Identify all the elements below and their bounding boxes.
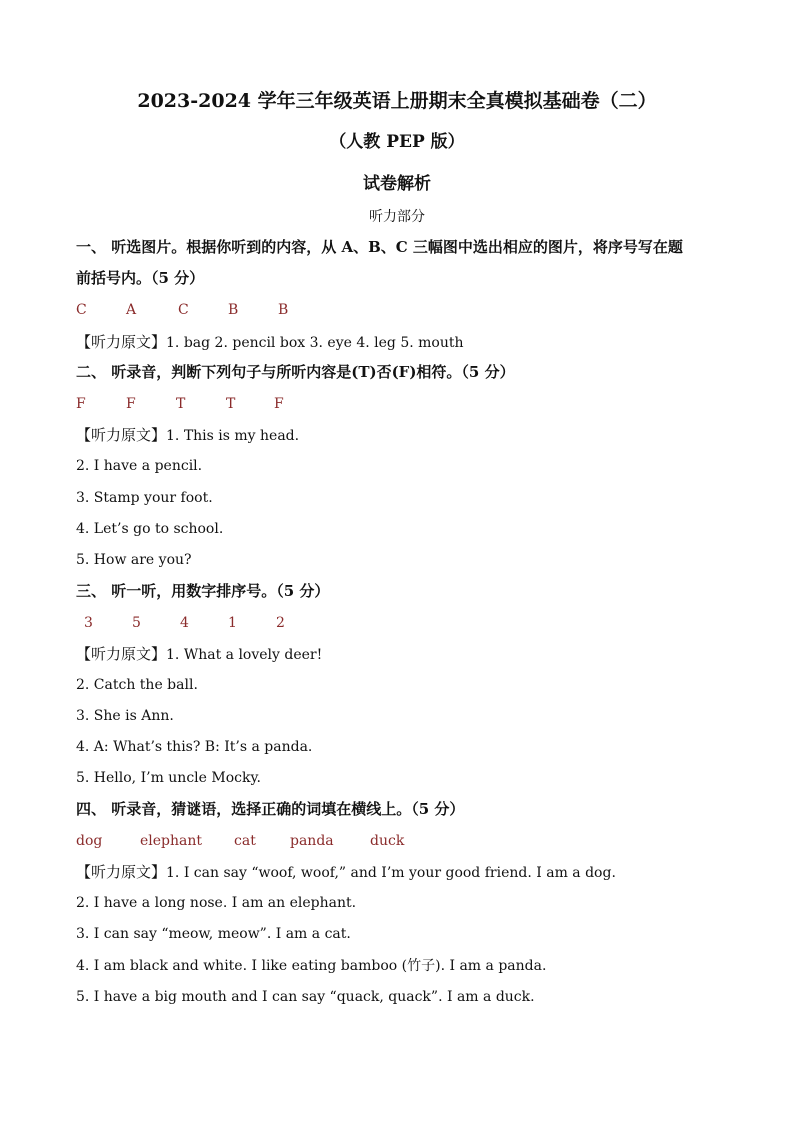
section-4-heading: 四、 听录音，猜谜语，选择正确的词填在横线上。（5 分） [76,800,465,818]
answer: F [274,396,284,412]
transcript-line: 3. I can say “meow, meow”. I am a cat. [76,926,351,942]
answer: 2 [276,615,285,631]
doc-type-label: 试卷解析 [363,174,431,194]
transcript-line: 3. She is Ann. [76,708,174,724]
transcript-line: 5. How are you? [76,552,192,568]
section-3-transcript [76,644,726,665]
transcript-line: 4. I am black and white. I like eating bamboo (竹子). I am a panda. [76,958,547,974]
answer: duck [370,833,405,849]
transcript-line: 4. A: What’s this? B: It’s a panda. [76,739,313,755]
transcript-line: 5. I have a big mouth and I can say “quack, quack”. I am a duck. [76,989,535,1005]
answer: 4 [180,615,189,631]
transcript-line: 5. Hello, I’m uncle Mocky. [76,770,261,786]
section-2-heading: 二、 听录音，判断下列句子与所听内容是(T)否(F)相符。（5 分） [76,363,515,381]
transcript-line: 1. bag 2. pencil box 3. eye 4. leg 5. mouth [166,335,464,351]
section-2-answers [76,394,726,414]
transcript-line: 2. Catch the ball. [76,677,198,693]
transcript-line: 2. I have a long nose. I am an elephant. [76,895,357,911]
answer: cat [234,833,256,849]
transcript-line: 1. What a lovely deer! [166,647,323,663]
answer: T [176,396,186,412]
transcript-tag: 【听力原文】 [76,645,167,663]
transcript-tag: 【听力原文】 [76,426,167,444]
part-label: 听力部分 [369,209,425,225]
section-1-heading: 一、 听选图片。根据你听到的内容，从 A、B、C 三幅图中选出相应的图片，将序号写在题 [76,238,683,256]
section-1-heading-cont: 前括号内。（5 分） [76,269,205,287]
transcript-line: 4. Let’s go to school. [76,521,224,537]
edition-label: （人教 PEP 版） [329,132,465,152]
section-2-transcript [76,425,726,446]
answer: C [178,302,189,318]
answer: T [226,396,236,412]
answer: B [278,302,289,318]
section-3-heading: 三、 听一听，用数字排序号。（5 分） [76,582,330,600]
answer: panda [290,833,334,849]
transcript-tag: 【听力原文】 [76,333,167,351]
answer: elephant [140,833,203,849]
transcript-line: 1. This is my head. [166,428,300,444]
transcript-line: 1. I can say “woof, woof,” and I’m your good friend. I am a dog. [166,865,616,881]
section-1-transcript [76,332,726,353]
answer: A [126,302,137,318]
section-4-answers [76,831,726,851]
answer: dog [76,833,103,849]
answer: F [126,396,136,412]
section-4-transcript [76,862,726,883]
answer: F [76,396,86,412]
answer: 5 [132,615,141,631]
answer: B [228,302,239,318]
answer: 3 [84,615,93,631]
section-3-answers [84,613,734,633]
document-title: 2023-2024 学年三年级英语上册期末全真模拟基础卷（二） [137,90,657,112]
transcript-line: 2. I have a pencil. [76,458,203,474]
transcript-line: 3. Stamp your foot. [76,490,213,506]
section-1-answers [76,300,726,320]
answer: 1 [228,615,237,631]
transcript-tag: 【听力原文】 [76,863,167,881]
answer: C [76,302,87,318]
